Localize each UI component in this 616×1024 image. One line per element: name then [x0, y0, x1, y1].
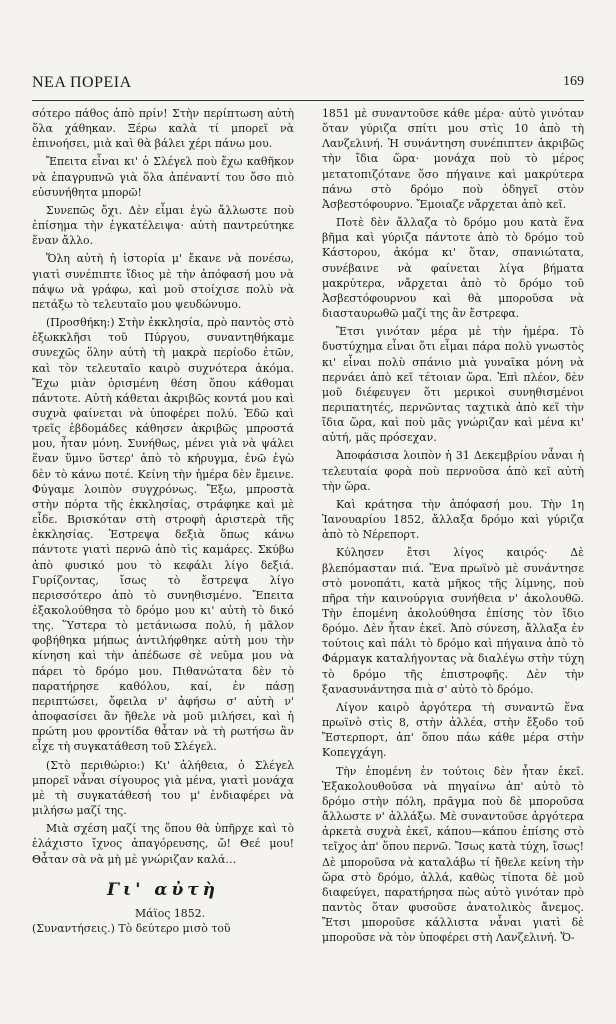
page-number: 169 — [563, 74, 584, 89]
paragraph: Ἔτσι γινόταν μέρα μὲ τὴν ἡμέρα. Τὸ δυστύχημα εἶναι ὅτι εἶμαι πάρα πολὺ γνωστὸς κι' εἶναι πολὺ σπάνιο μιὰ γυναῖκα μόνη νὰ περνάει ἀπὸ κεῖ τέτοιαν ὥρα. Ἐπὶ πλέον, δὲν μοῦ διέφευγεν ὅτι μερικοὶ συνηθισμένοι περιπατητές, περνῶντας ταχτικὰ ἀπὸ κεῖ τὴν ἴδια ὥρα, καὶ ποὺ μᾶς γνώριζαν καὶ μένα κι' αὐτή, μᾶς πρόσεχαν. — [322, 325, 584, 445]
running-header — [32, 74, 584, 96]
left-column — [32, 106, 294, 1010]
paragraph: (Συναντήσεις.) Τὸ δεύτερο μισὸ τοῦ — [32, 921, 231, 935]
paragraph: Ποτὲ δὲν ἄλλαζα τὸ δρόμο μου κατὰ ἕνα βῆμα καὶ γύριζα πάντοτε ἀπὸ τὸ δρόμο τοῦ Κάστορου, ἀκόμα κι' ὅταν, σπανιώτατα, συνέβαινε νὰ φαίνεται λίγα βήματα μακρύτερα, νἄρχεται ἀπὸ τὸ δρόμο τοῦ Ἀσβεστόφουρνου καὶ θὰ μποροῦσα νὰ διασταυρωθῶ μαζί της ἂν ἔστρεφα. — [322, 216, 584, 321]
paragraph: Τὴν ἑπομένη ἐν τούτοις δὲν ἦταν ἐκεῖ. Ἐξακολουθοῦσα νὰ πηγαίνω ἀπ' αὐτὸ τὸ δρόμο στὴν πόλη, πρᾶγμα ποὺ δὲ μποροῦσα ἄλλωστε ν' ἀλλάξω. Μὲ συναντοῦσε ἀργότερα ἀρκετὰ συχνὰ ἐκεῖ, κάπου—κάπου ἐπίσης στὸ τεῖχος ἀπ' ὅπου περνῶ. Ἴσως κατὰ τύχη, ἴσως! Δὲ μποροῦσα νὰ καταλάβω τί ἤθελε κείνη τὴν ὥρα στὸ δρόμο, ἀλλά, καθὼς τίποτα δὲ μοῦ διαφεύγει, παρατήρησα πὼς αὐτὸ γινόταν πρὸ παντὸς ὅταν φυσοῦσε ἀνατολικὸς ἄνεμος. Ἔτσι μποροῦσε κάλλιστα νἆναι γιατὶ δὲ μποροῦσε νὰ τὸν ὑποφέρει στὴ Λανζελινή. Ὅ- — [322, 764, 584, 945]
paragraph: Ὅλη αὐτὴ ἡ ἱστορία μ' ἔκανε νὰ πονέσω, γιατὶ συνέπιπτε ἴδιος μὲ τὴν ἀπόφασή μου νὰ πάψω νὰ γράφω, καὶ μοῦ στοίχισε πολὺ νὰ πετάξω τὸ τελευταῖο μου ψευδώνυμο. — [32, 252, 294, 311]
paragraph: 1851 μὲ συναντοῦσε κάθε μέρα· αὐτὸ γινόταν ὅταν γύριζα σπίτι μου στὶς 10 ἀπὸ τὴ Λανζελινή. Ἡ συνάντηση συνέπιπτεν ἀκριβῶς τὴν ἴδια ὥρα· μονάχα ποὺ τὸ μέρος μετατοπιζότανε ὅσο πήγαινε καὶ μακρύτερα πάνω στὸ δρόμο ποὺ ὁδηγεῖ στὸν Ἀσβεστόφουρνο. Ἔμοιαζε νἄρχεται ἀπὸ κεῖ. — [322, 107, 584, 211]
right-column — [322, 106, 584, 1010]
paragraph: Ἔπειτα εἶναι κι' ὁ Σλέγελ ποὺ ἔχω καθῆκον νὰ ἐπαγρυπνῶ γιὰ ὅλα ἀπέναντί του ὅσο πιὸ εὐσυνήθητα μπορῶ! — [32, 155, 294, 199]
paragraph: Ἀποφάσισα λοιπὸν ἡ 31 Δεκεμβρίου νἆναι ἡ τελευταία φορὰ ποὺ περνοῦσα ἀπὸ κεῖ αὐτὴ τὴν ὥρα. — [322, 449, 584, 493]
journal-title: ΝΕΑ ΠΟΡΕΙΑ — [32, 74, 132, 91]
paragraph: Καὶ κράτησα τὴν ἀπόφασή μου. Τὴν 1η Ἰανουαρίου 1852, ἄλλαξα δρόμο καὶ γύριζα ἀπὸ τὸ Νέρεπορτ. — [322, 497, 584, 542]
paragraph: Λίγον καιρὸ ἀργότερα τὴ συναντῶ ἕνα πρωϊνὸ στὶς 8, στὴν ἀλλέα, στὴν ἔξοδο τοῦ Ἔστερπορτ, ἀπ' ὅπου πάω κάθε μέρα στὴν Κοπεγχάγη. — [322, 700, 584, 760]
paragraph: (Στὸ περιθώριο:) Κι' ἀλήθεια, ὁ Σλέγελ μπορεῖ νἆναι σίγουρος γιὰ μένα, γιατὶ μονάχα μὲ τὴ συγκατάθεσή του μ' ἐνδιαφέρει νὰ μιλήσω μαζί της. — [32, 758, 294, 818]
section-title: Γι' αὐτὴ — [106, 879, 220, 900]
paragraph: σότερο πάθος ἀπὸ πρίν! Στὴν περίπτωση αὐτὴ ὅλα χάθηκαν. Ξέρω καλὰ τί μπορεῖ νὰ ἐπινοήσει, μιὰ καὶ θὰ βάλει χέρι πάνω μου. — [32, 107, 294, 151]
paragraph: Μιὰ σχέση μαζί της ὅπου θὰ ὑπῆρχε καὶ τὸ ἐλάχιστο ἴχνος ἀπαγόρευσης, ὤ! Θεέ μου! Θἆταν σὰ νὰ μὴ μὲ γνώριζαν καλά… — [32, 822, 294, 866]
paragraph: Κύλησεν ἔτσι λίγος καιρός· Δὲ βλεπόμασταν πιά. Ἕνα πρωϊνὸ μὲ συνάντησε στὸ μονοπάτι, κατὰ μῆκος τῆς λίμνης, ποὺ πῆρα τὴν καινούργια συνήθεια ν' ἀκολουθῶ. Τὴν ἑπομένη ἀκολούθησα ἐπίσης τὸν ἴδιο δρόμο. Δὲν ἦταν ἐκεῖ. Ἀπὸ σύνεση, ἄλλαξα ἐν τούτοις καὶ πάλι τὸ δρόμο καὶ πήγαινα ἀπὸ τὸ Φάρμαγκ καταλήγοντας νὰ διαλέγω στὴν τύχη τὸ δρόμο τῆς ἐπιστροφῆς. Δὲν τὴν ξανασυνάντησα πιὰ σ' αὐτὸ τὸ δρόμο. — [322, 546, 584, 696]
paragraph: (Προσθήκη:) Στὴν ἐκκλησία, πρὸ παντὸς στὸ ἐξωκκλῆσι τοῦ Πύργου, συναντηθήκαμε συνεχῶς ὅλην αὐτὴ τὴ μακρὰ περίοδο ἐτῶν, καὶ τὸν τελευταῖο καιρὸ συχνότερα ἀκόμα. Ἔχω μιὰν ὁρισμένη θέση ὅπου κάθομαι πάντοτε. Αὐτὴ κάθεται ἀκριβῶς κοντά μου καὶ συχνὰ φαίνεται νὰ ὑποφέρει πολύ. Ἐδῶ καὶ τρεῖς ἑβδομάδες κάθησεν ἀκριβῶς μπροστά μου, ἦταν μόνη. Συνήθως, μένει γιὰ νὰ ψάλει ἕναν ὕμνο ὕστερ' ἀπὸ τὸ κήρυγμα, ἐνῶ ἐγὼ δὲν τὸ κάνω ποτέ. Κείνη τὴν ἡμέρα δὲν ἔμεινε. Φύγαμε λοιπὸν συγχρόνως. Ἔξω, μπροστὰ στὴν πόρτα τῆς ἐκκλησίας, στράφηκε καὶ μὲ εἶδε. Βρισκόταν στὴ στροφὴ ἀριστερὰ τῆς ἐκκλησίας. Ἐστρεψα δεξιὰ ὅπως κάνω πάντοτε γιατὶ περνῶ ἀπὸ τὶς καμάρες. Σκύβω ἀπὸ φυσικό μου τὸ κεφάλι λίγο δεξιά. Γυρίζοντας, ἴσως τὸ ἔστρεψα λίγο περισσότερο ἀπὸ τὸ συνηθισμένο. Ἔπειτα ἐξακολούθησα τὸ δρόμο μου κι' αὐτὴ τὸ δικό της. Ὕστερα τὸ μετάνιωσα πολύ, ἡ μᾶλον φοβήθηκα μήπως ἀντιλήφθηκε αὐτὴ μου τὴν κίνηση καὶ τὴν ἀπέδωσε σὲ νεῦμα μου νὰ πάρει τὸ δρόμο μου. Πιθανώτατα δὲν τὸ παρατήρησε καθόλου, καί, ἐν πάσῃ περιπτώσει, ὄφειλα ν' ἀφήσω σ' αὐτὴ ν' ἀποφασίσει ἂν ἤθελε νὰ μοῦ μιλήσει, καὶ ἡ πρώτη μου φροντίδα θἆταν νὰ τὴ ρωτήσω ἂν εἶχε τὴ συγκατάθεση τοῦ Σλέγελ. — [32, 316, 294, 754]
section-date: Μάϊος 1852. — [134, 906, 206, 920]
header-rule — [32, 100, 584, 101]
paragraph: Συνεπῶς ὄχι. Δὲν εἶμαι ἐγὼ ἄλλωστε ποὺ ἐπίσημα τὴν ἐγκατέλειψα· αὐτὴ παντρεύτηκε ἕναν ἄλλο. — [32, 203, 294, 248]
